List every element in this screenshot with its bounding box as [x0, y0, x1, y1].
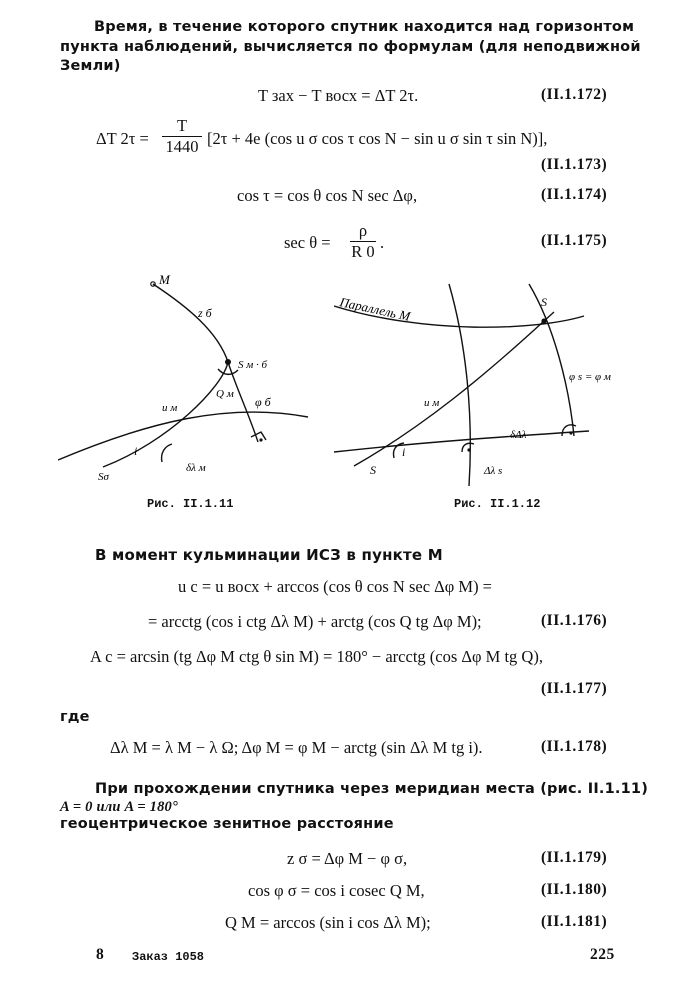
meridian-line-2: A = 0 или A = 180°: [60, 799, 178, 815]
label-u: u м: [424, 397, 440, 409]
equation-178: Δλ M = λ M − λ Ω; Δφ M = φ M − arctg (sin Δλ M tg i).: [110, 738, 483, 757]
equation-number-173: (II.1.173): [541, 156, 608, 173]
equation-number-176: (II.1.176): [541, 612, 608, 629]
label-s: S м · б: [238, 359, 268, 371]
equation-176-line-1: u c = u восх + arccos (cos θ cos N sec Δφ M) =: [178, 577, 492, 596]
meridian-line-1: При прохождении спутника через меридиан места (рис. II.1.11): [95, 781, 649, 797]
point-right-foot: [569, 431, 572, 434]
equation-number-174: (II.1.174): [541, 186, 608, 203]
figure-ii-1-11: [58, 272, 318, 487]
order-number: Заказ 1058: [132, 950, 205, 964]
meridian-left: [449, 284, 470, 486]
label-phi: φ s = φ м: [569, 371, 611, 383]
label-m: M: [159, 272, 170, 287]
right-angle-mark: [251, 432, 266, 440]
equation-174: cos τ = cos θ cos N sec Δφ,: [237, 186, 418, 205]
orbit-arc: [354, 312, 554, 466]
equation-number-180: (II.1.180): [541, 881, 608, 898]
equation-173-lhs: ΔT 2τ =: [96, 129, 149, 148]
fraction-denominator: R 0: [351, 242, 375, 261]
label-so: Sσ: [98, 471, 109, 483]
figure-caption-12: Рис. II.1.12: [454, 497, 541, 511]
equation-176-line-2: = arcctg (cos i ctg Δλ M) + arctg (cos Q tg Δφ M);: [148, 612, 482, 631]
equation-175-lhs: sec θ =: [284, 233, 331, 252]
equation-number-179: (II.1.179): [541, 849, 608, 866]
point-left-foot: [467, 448, 470, 451]
equation-177: A c = arcsin (tg Δφ M ctg θ sin M) = 180° − arcctg (cos Δφ M tg Q),: [90, 647, 543, 666]
signature-number: 8: [96, 946, 105, 963]
intro-line-1: Время, в течение которого спутник находится над горизонтом: [94, 19, 635, 35]
label-s-top: S: [541, 295, 547, 309]
page-number: 225: [590, 946, 615, 963]
angle-q-arc: [218, 369, 238, 374]
equation-number-177: (II.1.177): [541, 680, 608, 697]
culmination-text: В момент кульминации ИСЗ в пункте M: [95, 546, 443, 564]
fraction-numerator: T: [176, 116, 188, 135]
where-word: где: [60, 709, 90, 725]
label-dl: δλ м: [186, 462, 206, 474]
equation-173-fraction: [162, 116, 202, 157]
equation-number-175: (II.1.175): [541, 232, 608, 249]
intro-line-3: Земли): [60, 58, 121, 74]
satellite-point: [225, 359, 231, 365]
equation-175-tail: .: [380, 233, 385, 252]
equation-number-181: (II.1.181): [541, 913, 608, 930]
figure-caption-11: Рис. II.1.11: [147, 497, 234, 511]
equation-172: T зах − T восх = ΔT 2τ.: [258, 86, 419, 105]
fraction-numerator: ρ: [358, 221, 368, 240]
fraction-denominator: 1440: [162, 136, 202, 157]
equation-175-fraction: [350, 221, 376, 262]
label-z: z б: [198, 306, 212, 320]
label-dls: Δλ s: [484, 465, 503, 477]
meridian-right: [529, 284, 574, 436]
label-s-bottom: S: [370, 463, 376, 477]
equation-181: Q M = arccos (sin i cos Δλ M);: [225, 913, 431, 932]
equation-179: z σ = Δφ M − φ σ,: [287, 849, 408, 868]
label-phi: φ б: [255, 395, 271, 409]
horizon-arc: [334, 431, 589, 452]
label-i: i: [134, 444, 138, 458]
label-parallel: Параллель M: [338, 294, 412, 324]
equation-180: cos φ σ = cos i cosec Q M,: [248, 881, 425, 900]
label-dl: δΔλ: [510, 429, 527, 441]
label-i: i: [402, 445, 406, 459]
foot-point: [259, 438, 262, 441]
equation-173-rhs: [2τ + 4e (cos u σ cos τ cos N − sin u σ sin τ sin N)],: [207, 129, 548, 148]
meridian-line-3: геоцентрическое зенитное расстояние: [60, 816, 394, 832]
figure-ii-1-12: [334, 276, 634, 486]
equation-number-178: (II.1.178): [541, 738, 608, 755]
label-u: u м: [162, 402, 178, 414]
equation-number-172: (II.1.172): [541, 86, 608, 103]
angle-i-arc: [162, 444, 172, 462]
intro-line-2: пункта наблюдений, вычисляется по формулам (для неподвижной: [60, 39, 641, 55]
label-q: Q м: [216, 388, 234, 400]
point-s-top: [541, 318, 546, 323]
